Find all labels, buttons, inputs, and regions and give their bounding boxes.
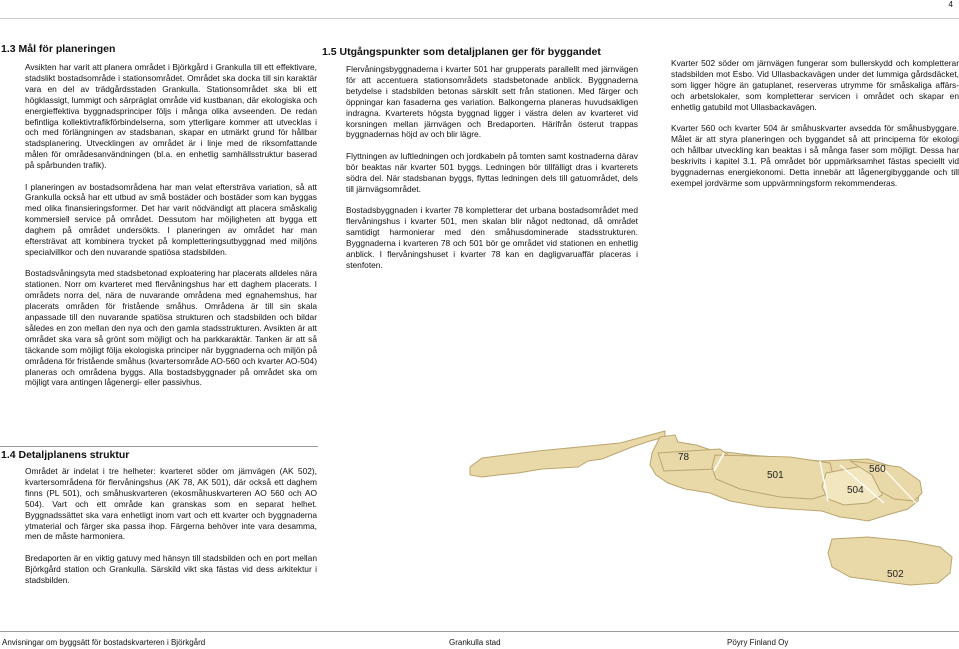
footer-right: Pöyry Finland Oy: [727, 638, 789, 647]
section-1-3: [1, 43, 317, 388]
section-1-5: [322, 46, 638, 270]
footer-rule: [0, 631, 959, 632]
footer-center: Grankulla stad: [449, 638, 501, 647]
paragraph: Området är indelat i tre helheter: kvarteret söder om järnvägen (AK 502), kvartersområdena för flervåningshus (AK 78, AK 501), där också ett daghem finns (PL 501), och småhuskvarteren (ekosmåhuskvarteren AO 560 och AO 504). Vart och ett område kan granskas som en separat helhet. Byggnadssättet ska vara enhetligt inom vart och ett kvarter och byggnaderna ytmaterial och färger ska passa ihop. Färgerna behöver inte vara desamma, men de måste harmoniera.: [25, 466, 317, 542]
heading-1-3: 1.3 Mål för planeringen: [1, 43, 116, 55]
paragraph: Kvarter 502 söder om järnvägen fungerar som bullerskydd och kompletterar stadsbilden mot Esbo. Vid Ullasbackavägen under det lummiga gårdsdäcket, som ligger högre än gatuplanet, reserveras utrymme för småskaliga affärs- och arbetslokaler, som kompletterar servicen i området och skapar en enhetlig gatubild mot Ullasbackavägen.: [671, 58, 959, 112]
map-areas: [470, 431, 952, 585]
paragraph: Flyttningen av luftledningen och jordkabeln på tomten samt kostnaderna därav bör beaktas när kvarter 501 byggs. Ledningen bör tillfälligt dras i kvarterets södra del. När stadsbanan byggs, flyttas ledningen dels till gatuområdet, dels till järnvägsområdet.: [346, 150, 638, 194]
paragraph: Bostadsbyggnaden i kvarter 78 kompletterar det urbana bostadsområdet med flervåningshus i kvarter 501, men skalan blir något nedtonad, då området samtidigt harmonierar med den småhusdominerade stadsstrukturen. Byggnaderna i kvarteren 78 och 501 bör ge området vid stationen en enhetlig anblick. I flervåningshuset i kvarter 78 kan en dagligvaruaffär placeras i stenfoten.: [346, 204, 638, 270]
section-separator: [0, 446, 318, 447]
site-plan-map: [320, 425, 959, 631]
heading-1-4: 1.4 Detaljplanens struktur: [1, 449, 130, 461]
paragraph: Bredaporten är en viktig gatuvy med hänsyn till stadsbilden och en port mellan Björkgård station och Grankulla. Särskild vikt ska fästas vid dess arkitektur i stadsbilden.: [25, 552, 317, 585]
paragraph: Kvarter 560 och kvarter 504 är småhuskvarter avsedda för småhusbyggare. Målet är att styra planeringen och byggandet så att principerna för ekologi och hållbar utveckling kan beaktas i så många faser som möjligt. Dessa har beskrivits i kapitel 3.1. På området bör uppmärksamhet fästas speciellt vid byggnadernas energiekonomi. Detta innebär att lågenergibyggande och till exempel jordvärme som uppvärmningsform rekommenderas.: [671, 123, 959, 188]
heading-1-5: 1.5 Utgångspunkter som detaljplanen ger för byggandet: [322, 46, 601, 58]
section-1-4: [1, 449, 317, 586]
footer-left: Anvisningar om byggsätt för bostadskvarteren i Björkgård: [2, 638, 206, 647]
paragraph: Flervåningsbyggnaderna i kvarter 501 har grupperats parallellt med järnvägen för att accentuera stationsområdets stadsbetonade anblick. Byggnaderna betydelse i stadsbilden betonas särskilt sett från stationen. Med färger och öppningar kan fasaderna ges variation. Balkongerna planeras huvudsakligen indragna. Kvarterets högsta byggnad ligger i västra delen av kvarteret vid korsningen mellan järnvägen och Bredaporten. Härifrån österut trappas byggnadernas höjd av och blir lägre.: [346, 64, 638, 140]
page-number: 4: [948, 0, 953, 9]
block-area-78-501: [470, 431, 665, 477]
block-label-560: 560: [869, 464, 886, 475]
paragraph: Avsikten har varit att planera området i Björkgård i Grankulla till ett effektivare, stadslikt bostadsområde i stationsområdet. Området ska docka till sin karaktär vara en del av trädgårdsstaden Grankulla. Stationsområdet ska bli ett högklassigt, lummigt och särpräglat område vid kustbanan, där ekologiska och energieffektiva byggnadsprinciper följs i många olika avseenden. De redan befintliga kollektivtrafikförbindelserna, som ytterligare kommer att utvecklas i och med förlängningen av stadsbanan, skapar en utmärkt grund för hållbar stadsplanering. Utvecklingen av området är i linje med de riksomfattande målen för områdesanvändningen (bl.a. en enhetlig samhällsstruktur baserad på spårbunden trafik).: [25, 62, 317, 171]
block-label-504: 504: [847, 485, 864, 496]
block-label-501: 501: [767, 470, 784, 481]
paragraph: I planeringen av bostadsområdena har man velat eftersträva variation, så att Grankulla också har ett utbud av små bostäder och bostäder som kan byggas med olika finansieringsformer. Det har varit nödvändigt att placera småskalig kommersiell service på området. Dessutom har möjligheten att bygga ett daghem på området undersökts. I planeringen av området har man eftersträvat att kombinera trycket på kompletteringsutbyggnad med miljöns specialvillkor och den nuvarande spatiösa stadsbilden.: [25, 181, 317, 257]
section-1-5-continued: [671, 58, 959, 188]
top-rule: [0, 18, 959, 19]
block-label-78: 78: [678, 452, 690, 463]
paragraph: Bostadsvåningsyta med stadsbetonad exploatering har placerats alldeles nära stationen. Norr om kvarteret med flervåningshus har ett daghem placerats. I områdets norra del, nära de nuvarande områdena med egnahemshus, har placerats områden för fristående småhus. Områdena är till sin skala anpassade till den nuvarande spatiösa strukturen och stadsbilden och bildar således en zon mellan den nya och den gamla stadsstrukturen. Avsikten är att området ska vara så grönt som möjligt och ha parkkaraktär. Tanken är att så täckande som möjligt följa ekologiska principer när byggnaderna och miljön på områdena för fristående småhus (kvartersområde AO-560 och kvarter AO-504) planeras och områdena byggs. Alla bostadsbyggnader på området ska om möjligt vara antingen lågenergi- eller passivhus.: [25, 268, 317, 388]
block-label-502: 502: [887, 569, 904, 580]
